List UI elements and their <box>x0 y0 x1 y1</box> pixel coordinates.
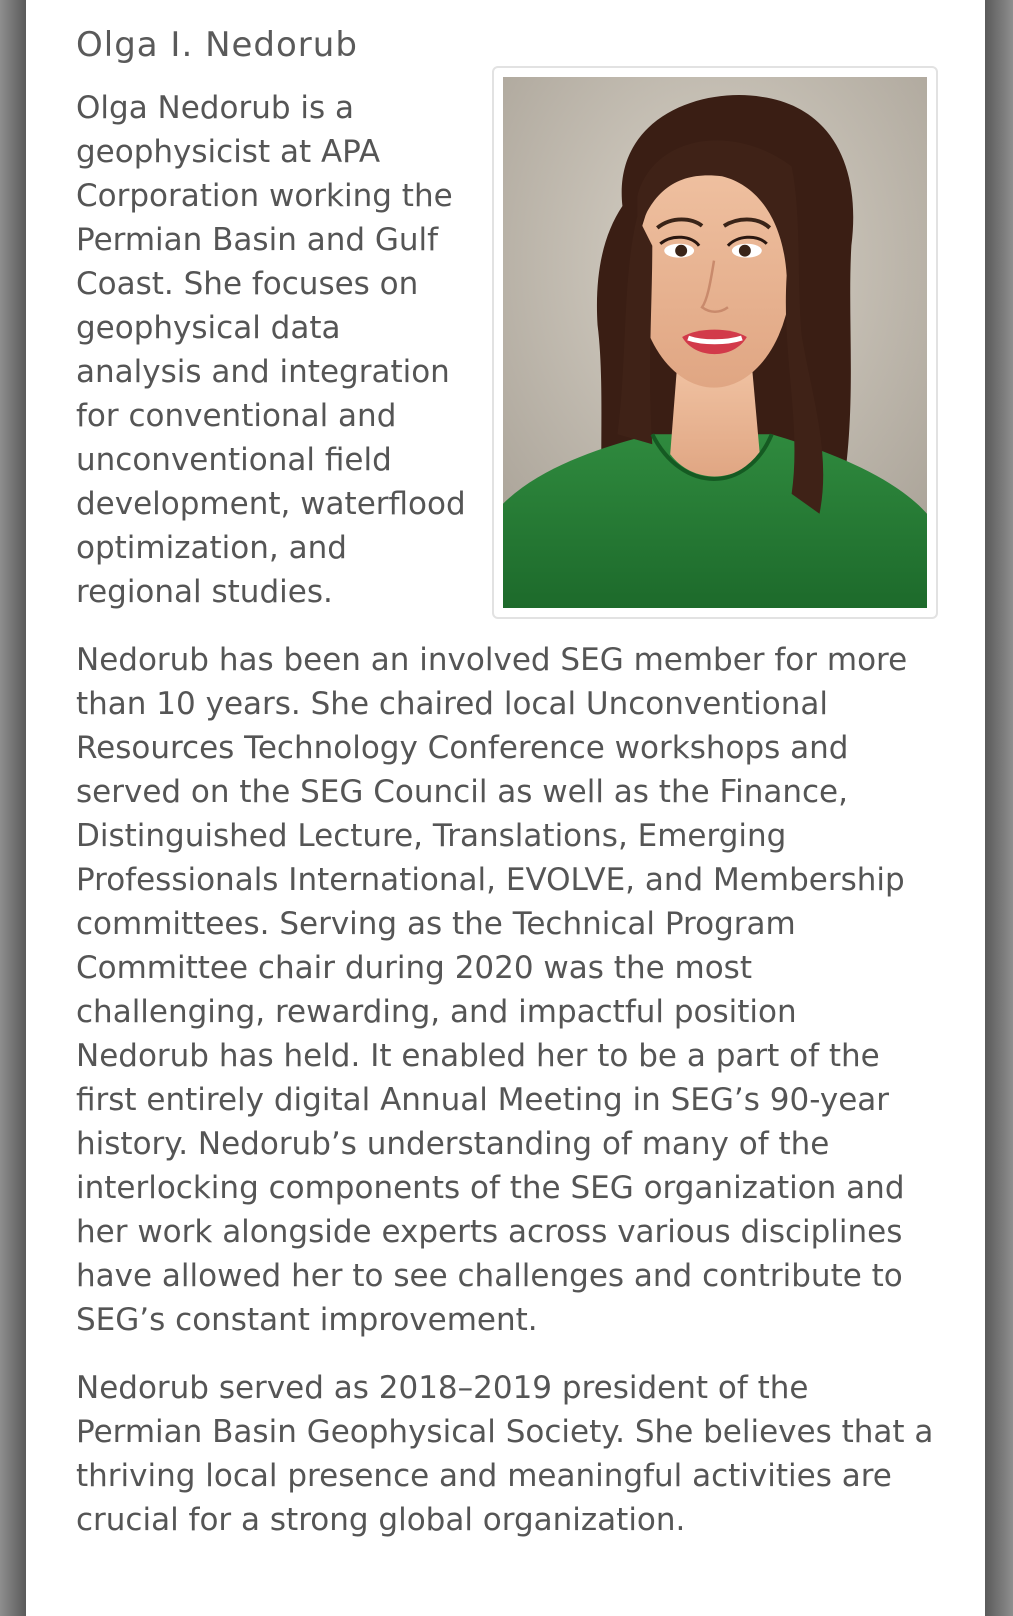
portrait-photo <box>492 66 938 619</box>
document-page <box>26 0 985 1616</box>
page-gutter-left <box>0 0 26 1616</box>
page-gutter-right <box>985 0 1013 1616</box>
person-name-heading: Olga I. Nedorub <box>76 25 358 65</box>
bio-paragraph-2: Nedorub has been an involved SEG member for more than 10 years. She chaired local Unconventional Resources Technology Conference workshops and served on the SEG Council as well as the Finance, Distinguished Lecture, Translations, Emerging Professionals International, EVOLVE, and Membership committees. Serving as the Technical Program Committee chair during 2020 was the most challenging, rewarding, and impactful position Nedorub has held. It enabled her to be a part of the first entirely digital Annual Meeting in SEG’s 90-year history. Nedorub’s understanding of many of the interlocking components of the SEG organization and her work alongside experts across various disciplines have allowed her to see challenges and contribute to SEG’s constant improvement. <box>76 642 908 1338</box>
bio-paragraph-3: Nedorub served as 2018–2019 president of the Permian Basin Geophysical Society. She believes that a thriving local presence and meaningful activities are crucial for a strong global organization. <box>76 1370 934 1538</box>
portrait-image <box>503 77 927 608</box>
bio-paragraph-1: Olga Nedorub is a geophysicist at APA Corporation working the Permian Basin and Gulf Coast. She focuses on geophysical data analysis and integration for conventional and unconventional field development, waterflood optimization, and regional studies. <box>76 90 466 610</box>
bio-section <box>76 22 936 1566</box>
